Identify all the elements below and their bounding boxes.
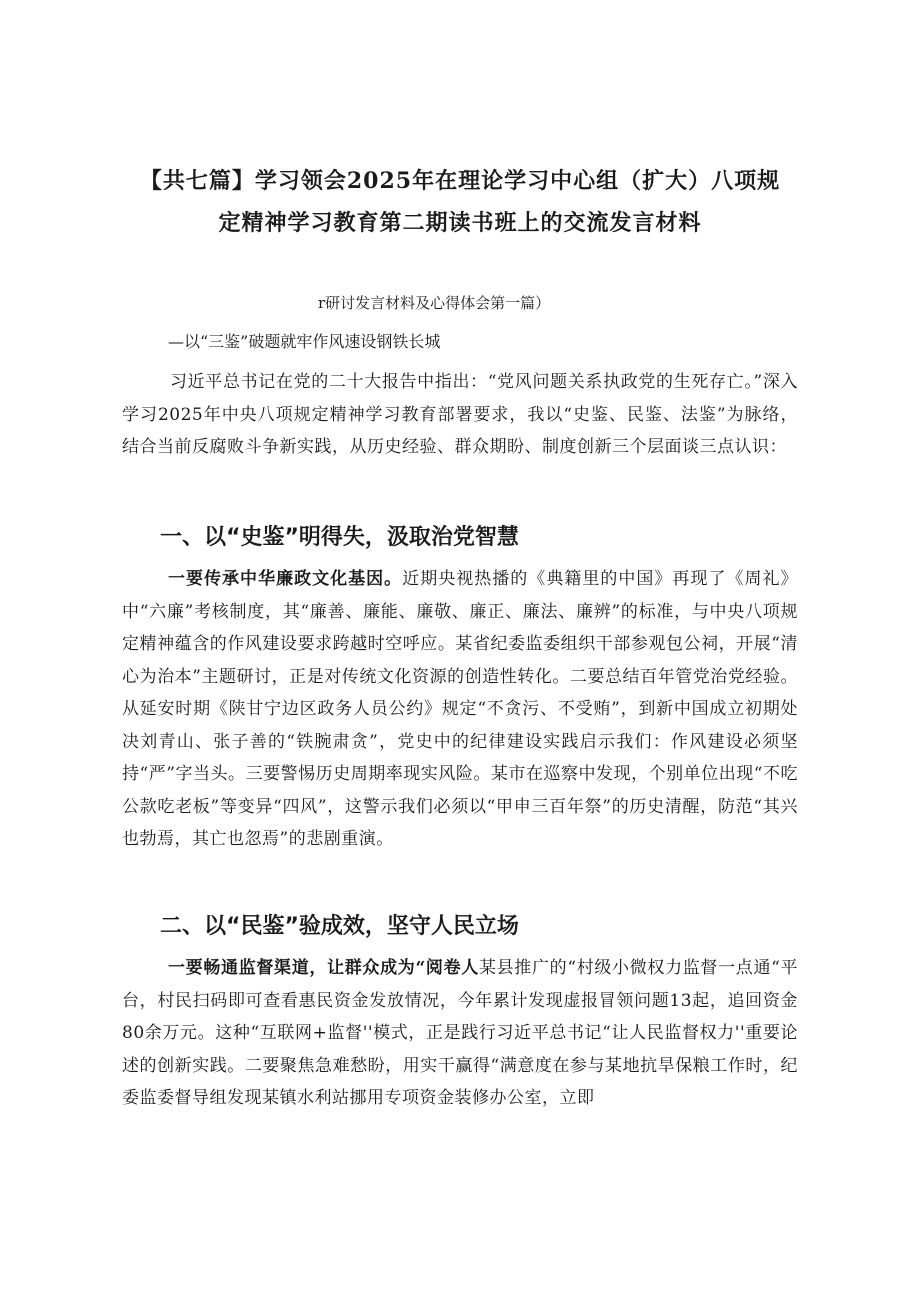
document-subtitle: —以“三鉴”破题就牢作风速设钢铁长城 [168,332,441,351]
document-title-line2: 定精神学习教育第二期读书班上的交流发言材料 [218,210,702,236]
section2-paragraph [122,952,798,1115]
section2-body: 某县推广的“村级小微权力监督一点通“平台，村民扫码即可查看惠民资金发放情况，今年累计发现虚报冒领问题13起，追回资金80余万元。这种“互联网+监督''模式，正是践行习近平总书记“让人民监督权力''重要论述的创新实践。二要聚焦急难愁盼，用实干赢得“满意度在参与某地抗旱保粮工作时，纪委监委督导组发现某镇水利站挪用专项资金装修办公室，立即 [122,958,798,1108]
intro-paragraph: 习近平总书记在党的二十大报告中指出：“党风问题关系执政党的生死存亡。”深入学习2025年中央八项规定精神学习教育部署要求，我以“史鉴、民鉴、法鉴”为脉络，结合当前反腐败斗争新实践，从历史经验、群众期盼、制度创新三个层面谈三点认识： [122,372,798,457]
section1-paragraph [122,563,798,856]
section2-lead: 一要畅通监督渠道，让群众成为“阅卷人 [168,958,479,978]
document-title-line1: 【共七篇】学习领会2025年在理论学习中心组（扩大）八项规 [139,168,781,194]
section1-body: 近期央视热播的《典籍里的中国》再现了《周礼》中“六廉”考核制度，其“廉善、廉能、廉敬、廉正、廉法、廉辨”的标准，与中央八项规定精神蕴含的作风建设要求跨越时空呼应。某省纪委监委组织干部参观包公祠，开展“清心为治本”主题研讨，正是对传统文化资源的创造性转化。二要总结百年管党治党经验。从延安时期《陕甘宁边区政务人员公约》规定“不贪污、不受贿”，到新中国成立初期处决刘青山、张子善的“铁腕肃贪”，党史中的纪律建设实践启示我们：作风建设必须坚持“严”字当头。三要警惕历史周期率现实风险。某市在巡察中发现，个别单位出现“不吃公款吃老板”等变异“四风”，这警示我们必须以“甲申三百年祭”的历史清醒，防范“其兴也勃焉，其亡也忽焉”的悲剧重演。 [122,569,799,849]
section1-heading: 一、以“史鉴”明得失，汲取治党智慧 [160,525,519,550]
section1-lead: 一要传承中华廉政文化基因。 [168,569,403,589]
section2-heading: 二、以“民鉴”验成效，坚守人民立场 [160,914,519,939]
series-note: r研讨发言材料及心得体会第一篇） [318,294,551,312]
